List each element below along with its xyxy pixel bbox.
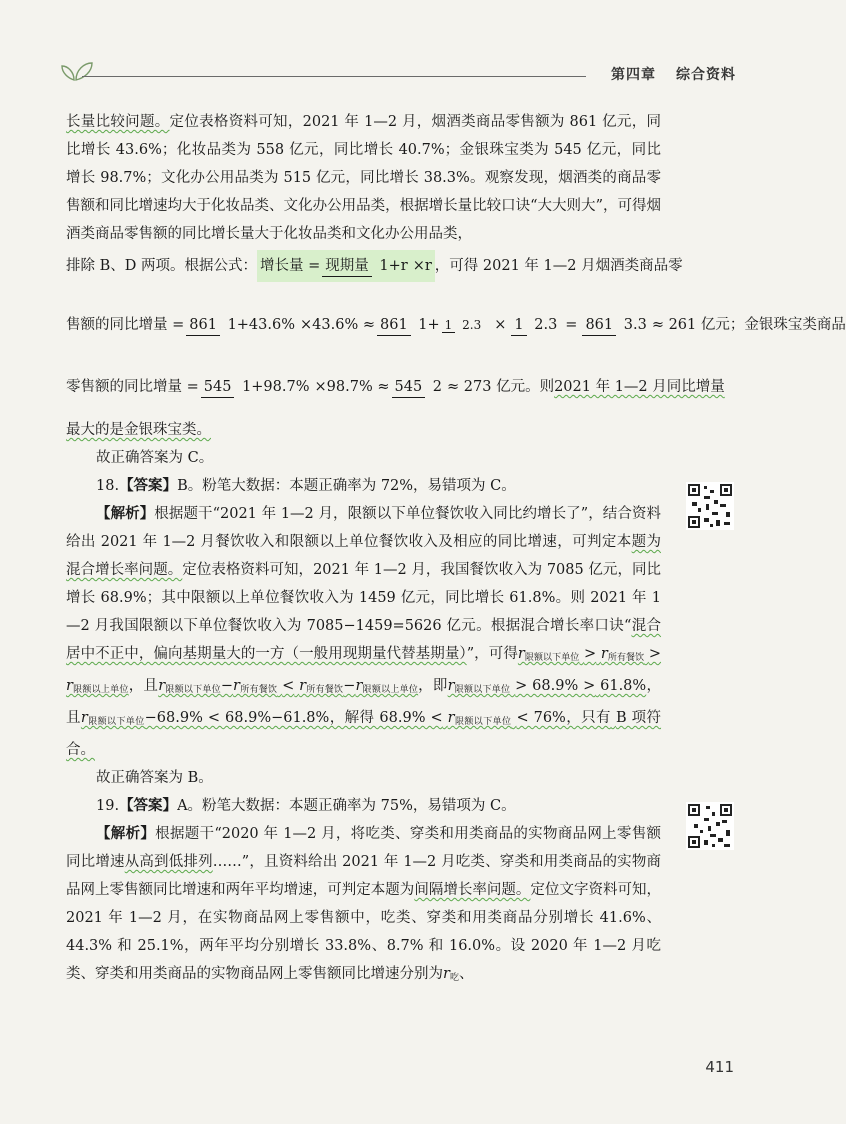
qr-code-icon[interactable] <box>686 482 734 530</box>
subscript: 所有餐饮 <box>239 685 278 695</box>
fraction <box>511 311 560 339</box>
q19-answer <box>66 792 661 820</box>
highlight-text: 题为混合增长率问题。 <box>66 534 661 578</box>
highlight-text: 最大的是金银珠宝类。 <box>66 422 211 438</box>
page-body <box>66 108 846 992</box>
formula-lhs: 增长量 = <box>260 258 321 274</box>
body-text: > 68.9% > <box>515 678 596 694</box>
calc-line-1 <box>66 294 846 356</box>
answer-tag: 【答案】 <box>119 797 178 814</box>
body-text: < 76%，只有 <box>516 710 611 726</box>
numerator: 现期量 <box>322 256 372 277</box>
variable: r <box>447 710 455 726</box>
body-text: ……”，且资料给出 2021 年 1—2 月吃类、穿类和用类商品的实物商品网上零售额同比增速和两年平均增速，可判定本题为 <box>66 854 662 898</box>
variable: r <box>299 678 307 694</box>
body-text: B 项符合。 <box>66 710 662 758</box>
answer-tag: 【答案】 <box>119 477 178 494</box>
fraction <box>377 311 489 339</box>
page-number: 411 <box>705 1058 734 1076</box>
body-text: 根据题干“2020 年 1—2 月，将吃类、穿类和用类商品的实物商品网上零售额同比增速 <box>66 826 662 870</box>
numerator: 861 <box>186 315 220 336</box>
denominator: 2 <box>432 379 443 395</box>
subscript: 所有餐饮 <box>607 653 645 663</box>
subscript: 限额以下单位 <box>87 717 145 727</box>
highlight-text: 混合居中不正中，偏向基期量大的一方（一般用现期量代替基期量） <box>66 618 662 662</box>
subscript: 限额以下单位 <box>454 717 512 727</box>
numerator: 861 <box>377 315 411 336</box>
variable: r <box>355 678 363 694</box>
answer-line: 故正确答案为 B。 <box>96 770 213 786</box>
numerator: 545 <box>392 377 426 398</box>
body-text: 排除 B、D 两项。根据公式： <box>66 258 257 274</box>
subscript: 限额以上单位 <box>72 685 129 695</box>
paragraph <box>66 416 661 444</box>
subscript: 限额以上单位 <box>362 685 419 695</box>
subscript: 吃 <box>449 973 459 983</box>
answer-line: 故正确答案为 C。 <box>96 450 214 466</box>
operator: − <box>343 678 356 694</box>
question-number: 18. <box>96 478 120 494</box>
growth-formula <box>257 250 435 282</box>
highlight-text: 长量比较问题。 <box>66 114 170 130</box>
chapter-title <box>611 64 736 84</box>
inequality <box>66 710 661 758</box>
body-text: 定位文字资料可知，2021 年 1—2 月，在实物商品网上零售额中，吃类、穿类和用类商品分别增长 41.6%、44.3% 和 25.1%，两年平均分别增长 33.8%、8.7% 和 16.0%。设 2020 年 1—2 月吃类、穿类和用类商品的实物商品网上零售额同比增速分别为 <box>66 882 662 982</box>
section-title: 综合资料 <box>676 67 736 83</box>
analysis-tag: 【解析】 <box>96 825 156 842</box>
operator: ×98.7% ≈ <box>314 379 390 395</box>
variable: r <box>66 678 73 694</box>
page-header <box>60 58 736 88</box>
subscript: 限额以下单位 <box>165 685 221 695</box>
paragraph <box>66 108 661 248</box>
variable: r <box>158 678 166 694</box>
q18-answer <box>66 472 661 500</box>
calc-line-2 <box>66 362 725 412</box>
denominator: 3.3 <box>623 317 647 333</box>
qr-code-icon[interactable] <box>686 802 734 850</box>
inequality <box>448 678 647 694</box>
header-rule <box>82 76 586 77</box>
body-text: 根据题干“2021 年 1—2 月，限额以下单位餐饮收入同比约增长了”，结合资料给出 2021 年 1—2 月餐饮收入和限额以上单位餐饮收入及相应的同比增速，可判定本 <box>66 506 661 550</box>
fraction <box>322 252 410 280</box>
variable: r <box>233 678 240 694</box>
leaf-icon <box>60 58 94 84</box>
operator: × <box>494 317 507 333</box>
calc-result: ≈ 273 亿元。则 <box>447 379 555 395</box>
numerator: 1 <box>442 318 456 333</box>
formula-tail: ×r <box>412 258 432 274</box>
highlight-text: 2021 年 1—2 月同比增量 <box>554 379 725 395</box>
denominator-part: 1+ <box>418 317 440 333</box>
numerator: 861 <box>582 315 616 336</box>
variable: r <box>443 966 450 982</box>
variable: r <box>80 710 88 726</box>
body-text: 定位表格资料可知，2021 年 1—2 月，烟酒类商品零售额为 861 亿元，同比增长 43.6%；化妆品类为 558 亿元，同比增长 40.7%；金银珠宝类为 545 亿元，同比增长 98.7%；文化办公用品类为 515 亿元，同比增长 38.3%。观察发现，烟酒类的商品零售额和同比增速均大于化妆品类、文化办公用品类，根据增长量比较口诀“大大则大”，可得烟酒类商品零售额的同比增长量大于化妆品类和文化办公用品类， <box>66 114 661 242</box>
analysis-tag: 【解析】 <box>96 505 155 522</box>
subscript: 限额以下单位 <box>524 653 580 663</box>
operator: < <box>282 678 295 694</box>
chapter-number: 第四章 <box>611 67 656 83</box>
body-text: ”，可得 <box>466 646 518 662</box>
operator: ×43.6% ≈ <box>300 317 375 333</box>
highlight-text: 间隔增长率问题。 <box>414 882 531 898</box>
denominator: 1+r <box>379 258 408 274</box>
denominator: 1+43.6% <box>227 317 296 333</box>
body-text: 、 <box>458 966 474 982</box>
question-number: 19. <box>96 798 120 814</box>
fraction <box>582 311 649 339</box>
variable: r <box>600 646 608 662</box>
subscript: 限额以下单位 <box>454 685 511 695</box>
fraction <box>201 373 313 401</box>
variable: r <box>517 646 525 662</box>
q18-analysis <box>66 500 661 764</box>
numerator: 1 <box>511 315 526 336</box>
formula-line <box>66 250 683 282</box>
fraction <box>186 311 298 339</box>
answer-text: B。粉笔大数据：本题正确率为 72%，易错项为 C。 <box>177 478 516 494</box>
variable: r <box>447 678 455 694</box>
operator: > <box>584 646 597 662</box>
operator: − <box>220 678 234 694</box>
body-text: ，且 <box>66 678 661 726</box>
operator: = <box>565 317 578 333</box>
body-text: 定位表格资料可知，2021 年 1—2 月，我国餐饮收入为 7085 亿元，同比增长 68.9%；其中限额以上单位餐饮收入为 1459 亿元，同比增长 61.8%。则 2021 年 1—2 月我国限额以下单位餐饮收入为 7085−1459=5626 亿元。根据混合增长率口诀“ <box>66 562 662 634</box>
denominator: 2.3 <box>462 318 482 332</box>
body-text: ，且 <box>128 678 159 694</box>
calc-prefix: 零售额的同比增量 = <box>66 379 199 395</box>
inequality <box>158 678 418 694</box>
operator: > <box>648 646 662 662</box>
body-text: ，即 <box>418 678 448 694</box>
denominator: 1+98.7% <box>242 379 310 395</box>
body-text: 61.8% <box>600 678 647 694</box>
denominator: 2.3 <box>534 317 558 333</box>
denominator <box>415 315 489 335</box>
fraction <box>442 315 485 335</box>
body-text: ，可得 2021 年 1—2 月烟酒类商品零 <box>434 258 683 274</box>
answer-text: A。粉笔大数据：本题正确率为 75%，易错项为 C。 <box>177 798 516 814</box>
body-text: −68.9% < 68.9%−61.8%，解得 68.9% < <box>144 710 443 726</box>
calc-result: ≈ 261 亿元；金银珠宝类商品 <box>651 317 846 333</box>
fraction <box>392 373 446 401</box>
numerator: 545 <box>201 377 235 398</box>
calc-prefix: 售额的同比增量 = <box>66 317 185 333</box>
subscript: 所有餐饮 <box>306 685 344 695</box>
q19-analysis <box>66 820 661 992</box>
highlight-text: 从高到低排列 <box>124 854 213 870</box>
